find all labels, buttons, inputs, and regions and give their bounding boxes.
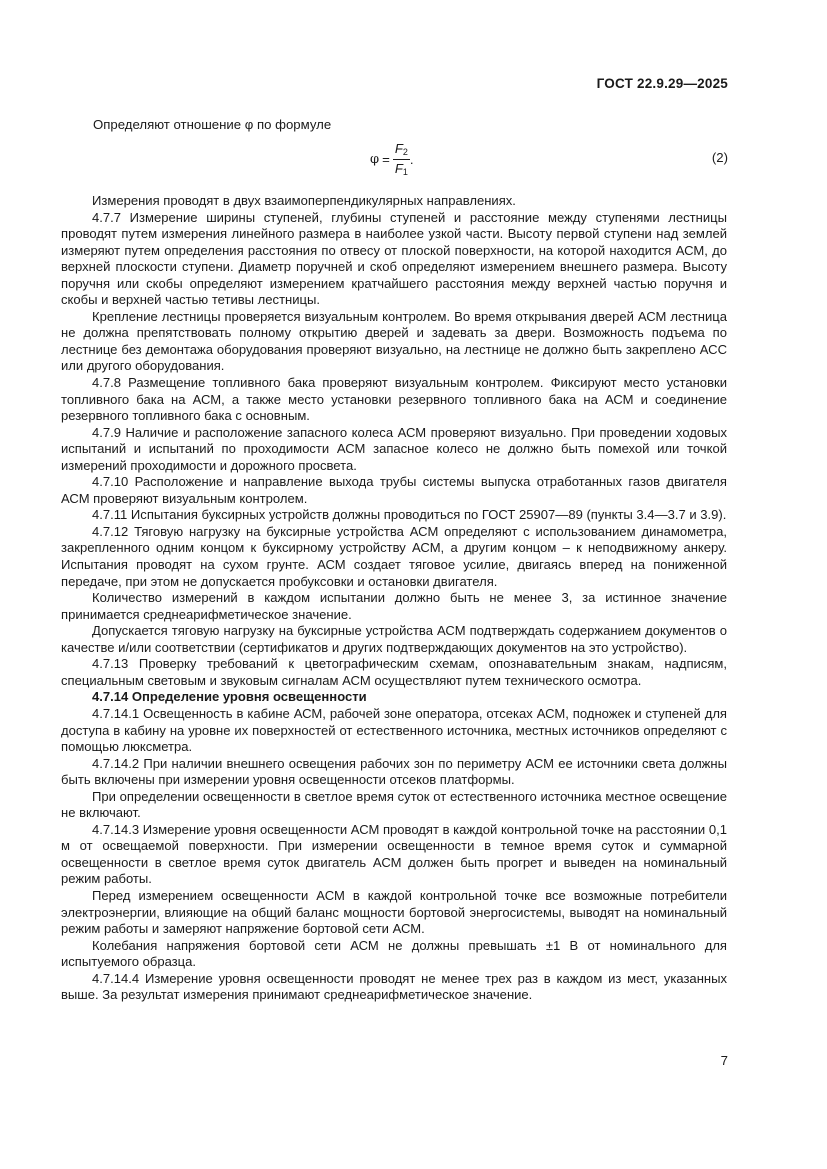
formula bbox=[370, 141, 414, 177]
formula-lhs: φ bbox=[370, 151, 380, 167]
paragraph: 4.7.11 Испытания буксирных устройств должны проводиться по ГОСТ 25907—89 (пункты 3.4—3.7 и 3.9). bbox=[92, 507, 727, 523]
document-body bbox=[61, 193, 727, 1004]
formula-intro-text: Определяют отношение φ по формуле bbox=[93, 117, 332, 132]
paragraph: 4.7.8 Размещение топливного бака проверяют визуальным контролем. Фиксируют место установки топливного бака на АСМ, а также место установки резервного топливного бака на АСМ и соединение резервного топливного бака с основным. bbox=[61, 375, 727, 424]
paragraph: Допускается тяговую нагрузку на буксирные устройства АСМ подтверждать содержанием документов о качестве и/или соответствии (сертификатов и других подтверждающих документов на это устройство). bbox=[61, 623, 727, 655]
document-header-standard: ГОСТ 22.9.29—2025 bbox=[596, 76, 728, 91]
formula-equals: = bbox=[382, 151, 390, 167]
formula-denominator: $F_1$ bbox=[394, 160, 408, 177]
paragraph: Количество измерений в каждом испытании должно быть не менее 3, за истинное значение принимается среднеарифметическое значение. bbox=[61, 590, 727, 622]
paragraph: 4.7.14.3 Измерение уровня освещенности АСМ проводят в каждой контрольной точке на расстоянии 0,1 м от освещаемой поверхности. При измерении освещенности в темное время суток и суммарной освещенности в светлое время суток двигатель АСМ должен быть прогрет и выведен на номинальный режим работы. bbox=[61, 821, 727, 887]
paragraph: 4.7.14.1 Освещенность в кабине АСМ, рабочей зоне оператора, отсеках АСМ, подножек и ступеней для доступа в кабину на уровне их поверхностей от естественного источника, местных источников определяют с помощью люксметра. bbox=[61, 705, 727, 755]
paragraph: 4.7.7 Измерение ширины ступеней, глубины ступеней и расстояние между ступенями лестницы проводят путем измерения линейного размера в наиболее узкой части. Высоту первой ступени над землей измеряют путем определения расстояния по отвесу от плоской поверхности, на которой находится АСМ, до верхней плоскости ступени. Диаметр поручней и скоб определяют измерением внешнего размера. Высоту поручня или скобы определяют измерением кратчайшего расстояния между верхней частью поручня и скобы и верхней частью тетивы лестницы. bbox=[61, 209, 727, 308]
paragraph: При определении освещенности в светлое время суток от естественного источника местное освещение не включают. bbox=[61, 788, 727, 821]
paragraph: 4.7.14.4 Измерение уровня освещенности проводят не менее трех раз в каждом из мест, указанных выше. За результат измерения принимают среднеарифметическое значение. bbox=[61, 970, 727, 1003]
formula-trail: . bbox=[409, 151, 414, 167]
equation-number: (2) bbox=[711, 150, 728, 165]
paragraph: 4.7.10 Расположение и направление выхода трубы системы выпуска отработанных газов двигателя АСМ проверяют визуальным контролем. bbox=[61, 474, 727, 506]
paragraph: Колебания напряжения бортовой сети АСМ не должны превышать ±1 В от номинального для испытуемого образца. bbox=[61, 937, 727, 970]
paragraph: Перед измерением освещенности АСМ в каждой контрольной точке все возможные потребители электроэнергии, влияющие на общий баланс мощности бортовой энергосистемы, выводят на номинальный режим работы и замеряют напряжение бортовой сети АСМ. bbox=[61, 887, 727, 937]
formula-numerator: $F_2$ bbox=[393, 142, 410, 160]
section-heading: 4.7.14 Определение уровня освещенности bbox=[92, 689, 367, 705]
paragraph: Крепление лестницы проверяется визуальным контролем. Во время открывания дверей АСМ лестница не должна препятствовать полному открытию дверей и задевать за двери. Возможность подъема по лестнице без демонтажа оборудования проверяют визуально, на лестнице не должно быть закреплено АСС или другого оборудования. bbox=[61, 308, 727, 374]
paragraph: Измерения проводят в двух взаимоперпендикулярных направлениях. bbox=[92, 193, 516, 208]
paragraph: 4.7.9 Наличие и расположение запасного колеса АСМ проверяют визуально. При проведении ходовых испытаний и испытаний по проходимости АСМ запасное колесо не должно быть помехой или точкой измерений проходимости и дорожного просвета. bbox=[61, 424, 727, 473]
formula-fraction bbox=[393, 142, 410, 177]
paragraph: 4.7.12 Тяговую нагрузку на буксирные устройства АСМ определяют с использованием динамометра, закрепленного одним концом к буксирному устройству АСМ, а другим концом – к неподвижному анкеру. Испытания проводят на сухом грунте. АСМ создает тяговое усилие, двигаясь вперед на пониженной передаче, при этом не допускается пробуксовки и остановки двигателя. bbox=[61, 523, 727, 589]
page-number: 7 bbox=[720, 1053, 728, 1068]
paragraph: 4.7.13 Проверку требований к цветографическим схемам, опознавательным знакам, надписям, специальным световым и звуковым сигналам АСМ осуществляют путем технического осмотра. bbox=[61, 656, 727, 688]
paragraph: 4.7.14.2 При наличии внешнего освещения рабочих зон по периметру АСМ ее источники света должны быть включены при измерении уровня освещенности отсеков платформы. bbox=[61, 755, 727, 788]
